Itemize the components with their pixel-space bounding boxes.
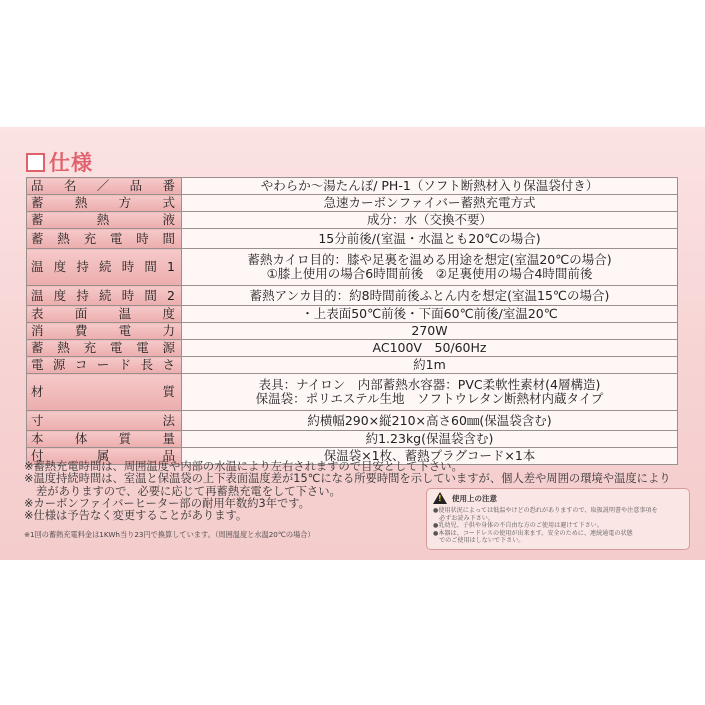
spec-value-line: 保温袋：ポリエステル生地 ソフトウレタン断熱材内蔵タイプ xyxy=(255,391,604,406)
spec-value xyxy=(182,374,678,411)
spec-label: 温度持続時間2 xyxy=(27,286,182,306)
spec-value-line: ・上表面50℃前後・下面60℃前後/室温20℃ xyxy=(301,306,558,321)
spec-label: 付属品 xyxy=(27,448,182,465)
spec-label: 寸法 xyxy=(27,411,182,431)
spec-row xyxy=(27,306,678,323)
spec-table xyxy=(26,177,678,465)
spec-row xyxy=(27,178,678,195)
spec-value xyxy=(182,249,678,286)
spec-value xyxy=(182,357,678,374)
spec-label: 温度持続時間1 xyxy=(27,249,182,286)
spec-row xyxy=(27,357,678,374)
note-line: 差がありますので、必要に応じて再蓄熱充電をして下さい。 xyxy=(36,484,341,498)
spec-value xyxy=(182,306,678,323)
spec-value xyxy=(182,229,678,249)
spec-label: 本体質量 xyxy=(27,431,182,448)
caution-heading xyxy=(433,492,497,504)
spec-label: 電源コード長さ xyxy=(27,357,182,374)
spec-value xyxy=(182,212,678,229)
spec-value-line: 表具：ナイロン 内部蓄熱水容器：PVC柔軟性素材(4層構造) xyxy=(258,377,601,392)
spec-value-line: 約1m xyxy=(413,357,446,372)
spec-value-line: やわらか～湯たんぽ/ PH-1（ソフト断熱材入り保温袋付き） xyxy=(260,178,599,193)
footnote: ※1回の蓄熱充電料金は1KWh当り23円で換算しています。（周囲温度と水温20℃の場合） xyxy=(24,530,315,539)
spec-value-line: 約1.23kg(保温袋含む) xyxy=(365,431,494,446)
spec-value xyxy=(182,286,678,306)
spec-value xyxy=(182,431,678,448)
spec-value xyxy=(182,411,678,431)
caution-box xyxy=(426,488,690,550)
spec-row xyxy=(27,195,678,212)
spec-value-line: 270W xyxy=(411,323,448,338)
spec-value-line: 約横幅290×縦210×高さ60㎜(保温袋含む) xyxy=(307,412,552,428)
caution-lines xyxy=(433,507,658,545)
caution-line: ●乳幼児、子供や身体の不自由な方のご使用は避けて下さい。 xyxy=(433,522,603,530)
spec-row xyxy=(27,286,678,306)
spec-label: 品名／品番 xyxy=(27,178,182,195)
spec-label: 材質 xyxy=(27,374,182,411)
warning-triangle-icon: ! xyxy=(433,492,447,504)
section-title xyxy=(26,149,93,175)
spec-row xyxy=(27,340,678,357)
spec-label: 蓄熱液 xyxy=(27,212,182,229)
spec-value-line: 蓄熱アンカ目的：約8時間前後ふとん内を想定(室温15℃の場合) xyxy=(249,287,610,303)
spec-value xyxy=(182,178,678,195)
checkbox-square-icon xyxy=(26,153,45,172)
spec-value-line: ①膝上使用の場合6時間前後 ②足裏使用の場合4時間前後 xyxy=(266,266,593,281)
spec-label: 蓄熱方式 xyxy=(27,195,182,212)
spec-row xyxy=(27,212,678,229)
spec-value-line: 蓄熱カイロ目的：膝や足裏を温める用途を想定(室温20℃の場合) xyxy=(247,252,612,267)
caution-heading-text: 使用上の注意 xyxy=(452,493,497,503)
caution-line: 必ずお読み下さい。 xyxy=(433,514,494,522)
spec-value xyxy=(182,323,678,340)
spec-label: 消費電力 xyxy=(27,323,182,340)
spec-row xyxy=(27,431,678,448)
spec-value xyxy=(182,195,678,212)
note-line: ※蓄熱充電時間は、周囲温度や内部の水温により左右されますので目安として下さい。 xyxy=(24,460,463,473)
spec-value-line: 15分前後/(室温・水温とも20℃の場合) xyxy=(318,230,541,246)
spec-value-line: 急速カーボンファイバー蓄熱充電方式 xyxy=(323,195,536,210)
caution-line: ●本器は、コードレスの使用が出来ます。安全のために、連続通電の状態 xyxy=(433,529,633,537)
spec-row xyxy=(27,323,678,340)
spec-row xyxy=(27,411,678,431)
spec-row xyxy=(27,229,678,249)
spec-value-line: 成分：水（交換不要） xyxy=(366,212,492,227)
caution-line: でのご使用はしないで下さい。 xyxy=(433,537,525,545)
spec-value-line: 保温袋×1枚、蓄熱プラグコード×1本 xyxy=(323,448,536,463)
spec-row xyxy=(27,374,678,411)
spec-label: 表面温度 xyxy=(27,306,182,323)
spec-value-line: AC100V 50/60Hz xyxy=(372,340,487,355)
spec-value xyxy=(182,340,678,357)
spec-label: 蓄熱充電電源 xyxy=(27,340,182,357)
spec-row xyxy=(27,249,678,286)
note-line: ※仕様は予告なく変更することがあります。 xyxy=(24,509,248,523)
title-text: 仕様 xyxy=(49,151,93,175)
note-line: ※温度持続時間は、室温と保温袋の上下表面温度差が15℃になる所要時間を示していますが、個人差や周囲の環境や温度により xyxy=(24,472,671,486)
caution-line: ●使用状況によっては低温やけどの恐れがありますので、取扱説明書や注意事項を xyxy=(433,507,658,514)
note-line: ※カーボンファイバーヒーター部の耐用年数約3年です。 xyxy=(24,496,310,510)
spec-label: 蓄熱充電時間 xyxy=(27,229,182,249)
